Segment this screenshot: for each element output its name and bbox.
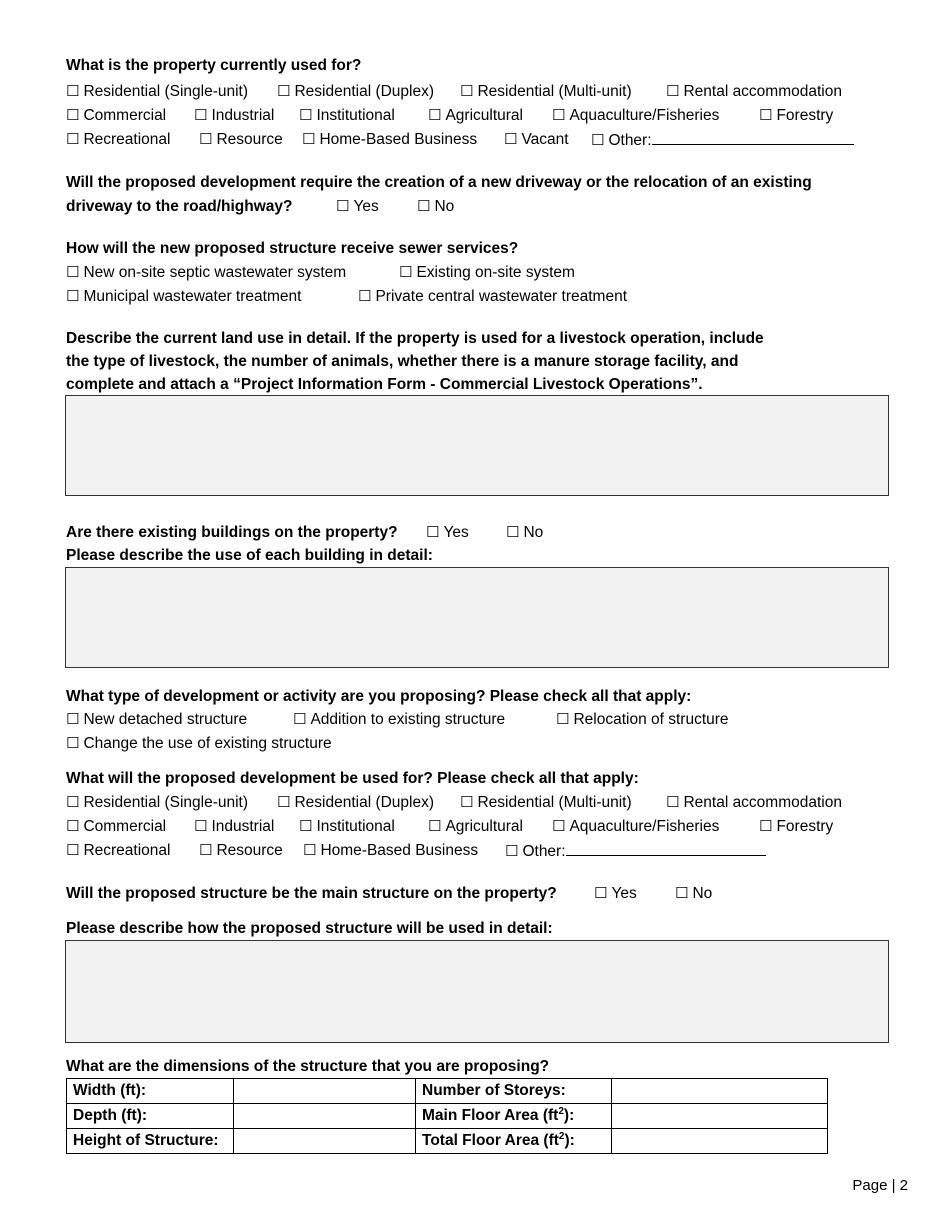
option-label: Private central wastewater treatment (375, 288, 628, 305)
option-label: Rental accommodation (683, 794, 842, 811)
option-label: Commercial (83, 818, 167, 835)
option-label: Aquaculture/Fisheries (569, 818, 720, 835)
checkbox-new-detached[interactable] (66, 707, 247, 732)
checkbox-icon: ☐ (66, 841, 80, 859)
checkbox-residential-duplex[interactable] (277, 790, 434, 815)
checkbox-icon: ☐ (194, 106, 208, 124)
main-structure-text: Will the proposed structure be the main structure on the property? (66, 885, 557, 902)
driveway-no-checkbox[interactable] (417, 195, 454, 218)
checkbox-icon: ☐ (504, 130, 518, 148)
option-label: Industrial (211, 107, 275, 124)
checkbox-icon: ☐ (594, 884, 608, 902)
proposed-use-question: What will the proposed development be used for? Please check all that apply: (66, 770, 639, 787)
checkbox-residential-single[interactable] (66, 79, 248, 104)
existing-buildings-no-checkbox[interactable] (506, 521, 543, 544)
checkbox-icon: ☐ (66, 82, 80, 100)
table-row (67, 1079, 828, 1104)
option-label: Yes (611, 885, 637, 902)
checkbox-icon: ☐ (506, 523, 520, 541)
development-type-question: What type of development or activity are you proposing? Please check all that apply: (66, 688, 692, 705)
storeys-input[interactable] (612, 1079, 828, 1104)
checkbox-icon: ☐ (66, 263, 80, 281)
checkbox-commercial[interactable] (66, 103, 166, 128)
driveway-question-text: driveway to the road/highway? (66, 198, 293, 215)
checkbox-icon: ☐ (428, 106, 442, 124)
checkbox-icon: ☐ (552, 106, 566, 124)
checkbox-icon: ☐ (66, 793, 80, 811)
buildings-describe-label: Please describe the use of each building in detail: (66, 547, 433, 564)
checkbox-icon: ☐ (759, 817, 773, 835)
checkbox-existing-onsite[interactable] (399, 260, 575, 285)
main-floor-input[interactable] (612, 1104, 828, 1129)
checkbox-institutional[interactable] (299, 814, 395, 839)
checkbox-icon: ☐ (277, 82, 291, 100)
checkbox-home-based-business[interactable] (302, 127, 477, 152)
existing-buildings-yes-checkbox[interactable] (426, 521, 469, 544)
checkbox-forestry[interactable] (759, 103, 833, 128)
option-label: Home-Based Business (319, 131, 478, 148)
checkbox-icon: ☐ (299, 817, 313, 835)
option-label: Commercial (83, 107, 167, 124)
checkbox-recreational[interactable] (66, 838, 170, 863)
option-label: Aquaculture/Fisheries (569, 107, 720, 124)
option-label: Home-Based Business (320, 842, 479, 859)
checkbox-icon: ☐ (66, 710, 80, 728)
checkbox-icon: ☐ (302, 130, 316, 148)
table-row (67, 1129, 828, 1154)
checkbox-icon: ☐ (417, 197, 431, 215)
total-floor-input[interactable] (612, 1129, 828, 1154)
total-floor-label (416, 1129, 612, 1154)
main-structure-yes-checkbox[interactable] (594, 882, 637, 905)
option-label: Residential (Multi-unit) (477, 83, 632, 100)
option-label: Municipal wastewater treatment (83, 288, 302, 305)
depth-label: Depth (ft): (67, 1104, 234, 1129)
superscript-2: 2 (558, 1105, 564, 1117)
checkbox-agricultural[interactable] (428, 814, 523, 839)
checkbox-other[interactable] (505, 838, 766, 864)
checkbox-icon: ☐ (66, 734, 80, 752)
other-input-line[interactable] (566, 838, 766, 856)
option-label: Forestry (776, 107, 834, 124)
checkbox-residential-multi[interactable] (460, 79, 632, 104)
option-label: Recreational (83, 131, 171, 148)
total-floor-text: Total Floor Area (ft (422, 1132, 559, 1149)
structure-use-label: Please describe how the proposed structure will be used in detail: (66, 920, 553, 937)
checkbox-icon: ☐ (759, 106, 773, 124)
land-use-question-line-3: complete and attach a “Project Information Form - Commercial Livestock Operations”. (66, 376, 703, 393)
checkbox-icon: ☐ (460, 82, 474, 100)
checkbox-aquaculture[interactable] (552, 814, 719, 839)
option-label: Residential (Duplex) (294, 83, 435, 100)
option-label: No (434, 198, 455, 215)
driveway-yes-checkbox[interactable] (336, 195, 379, 218)
checkbox-home-based-business[interactable] (303, 838, 478, 863)
checkbox-icon: ☐ (299, 106, 313, 124)
structure-use-textarea[interactable] (65, 940, 889, 1043)
driveway-question: Will the proposed development require the creation of a new driveway or the relocation of an existing (66, 174, 812, 191)
checkbox-relocation[interactable] (556, 707, 729, 732)
land-use-question-line-1: Describe the current land use in detail. If the property is used for a livestock operation, include (66, 330, 764, 347)
checkbox-resource[interactable] (199, 127, 283, 152)
option-label: Resource (216, 131, 283, 148)
driveway-question-line-2 (66, 195, 666, 219)
option-label: New detached structure (83, 711, 248, 728)
checkbox-icon: ☐ (591, 131, 605, 149)
checkbox-rental[interactable] (666, 790, 842, 815)
existing-buildings-question (66, 521, 666, 545)
checkbox-icon: ☐ (277, 793, 291, 811)
checkbox-icon: ☐ (194, 817, 208, 835)
checkbox-icon: ☐ (552, 817, 566, 835)
height-label: Height of Structure: (67, 1129, 234, 1154)
main-structure-question (66, 882, 766, 906)
option-label: Vacant (521, 131, 569, 148)
option-label: Relocation of structure (573, 711, 729, 728)
depth-input[interactable] (234, 1104, 416, 1129)
option-label: Yes (353, 198, 379, 215)
checkbox-new-septic[interactable] (66, 260, 346, 285)
checkbox-icon: ☐ (199, 130, 213, 148)
option-label: Residential (Duplex) (294, 794, 435, 811)
option-label: Change the use of existing structure (83, 735, 332, 752)
checkbox-icon: ☐ (505, 842, 519, 860)
label-close: ): (563, 1107, 575, 1124)
dimensions-table (66, 1078, 828, 1154)
checkbox-icon: ☐ (666, 82, 680, 100)
checkbox-residential-single[interactable] (66, 790, 248, 815)
height-input[interactable] (234, 1129, 416, 1154)
width-label: Width (ft): (67, 1079, 234, 1104)
main-floor-label (416, 1104, 612, 1129)
checkbox-icon: ☐ (303, 841, 317, 859)
option-label: Other: (608, 132, 652, 149)
checkbox-icon: ☐ (460, 793, 474, 811)
option-label: Residential (Multi-unit) (477, 794, 632, 811)
checkbox-icon: ☐ (199, 841, 213, 859)
checkbox-icon: ☐ (666, 793, 680, 811)
checkbox-institutional[interactable] (299, 103, 395, 128)
checkbox-industrial[interactable] (194, 814, 274, 839)
checkbox-icon: ☐ (675, 884, 689, 902)
land-use-question-line-2: the type of livestock, the number of animals, whether there is a manure storage facility, and (66, 353, 739, 370)
checkbox-icon: ☐ (399, 263, 413, 281)
checkbox-industrial[interactable] (194, 103, 274, 128)
checkbox-forestry[interactable] (759, 814, 833, 839)
checkbox-rental[interactable] (666, 79, 842, 104)
checkbox-icon: ☐ (66, 817, 80, 835)
existing-buildings-text: Are there existing buildings on the property? (66, 524, 398, 541)
checkbox-resource[interactable] (199, 838, 283, 863)
checkbox-icon: ☐ (66, 287, 80, 305)
other-input-line[interactable] (652, 127, 854, 145)
option-label: Industrial (211, 818, 275, 835)
option-label: New on-site septic wastewater system (83, 264, 347, 281)
checkbox-icon: ☐ (426, 523, 440, 541)
checkbox-vacant[interactable] (504, 127, 569, 152)
property-use-question: What is the property currently used for? (66, 57, 362, 74)
option-label: Institutional (316, 107, 395, 124)
option-label: Residential (Single-unit) (83, 83, 249, 100)
option-label: Addition to existing structure (310, 711, 506, 728)
option-label: Institutional (316, 818, 395, 835)
option-label: No (523, 524, 544, 541)
width-input[interactable] (234, 1079, 416, 1104)
superscript-2: 2 (558, 1130, 565, 1142)
dimensions-question: What are the dimensions of the structure that you are proposing? (66, 1058, 550, 1075)
checkbox-icon: ☐ (336, 197, 350, 215)
checkbox-agricultural[interactable] (428, 103, 523, 128)
checkbox-icon: ☐ (358, 287, 372, 305)
checkbox-icon: ☐ (556, 710, 570, 728)
checkbox-commercial[interactable] (66, 814, 166, 839)
buildings-textarea[interactable] (65, 567, 889, 668)
option-label: Resource (216, 842, 283, 859)
table-row (67, 1104, 828, 1129)
checkbox-other[interactable] (591, 127, 854, 153)
checkbox-aquaculture[interactable] (552, 103, 719, 128)
main-floor-text: Main Floor Area (ft (422, 1107, 559, 1124)
label-close: ): (564, 1132, 575, 1149)
checkbox-icon: ☐ (66, 106, 80, 124)
checkbox-icon: ☐ (428, 817, 442, 835)
option-label: Agricultural (445, 818, 523, 835)
checkbox-recreational[interactable] (66, 127, 170, 152)
page-number: Page | 2 (852, 1177, 908, 1194)
option-label: Yes (443, 524, 469, 541)
option-label: Other: (522, 843, 566, 860)
checkbox-icon: ☐ (66, 130, 80, 148)
storeys-label: Number of Storeys: (416, 1079, 612, 1104)
checkbox-private-central[interactable] (358, 284, 627, 309)
checkbox-icon: ☐ (293, 710, 307, 728)
option-label: Existing on-site system (416, 264, 575, 281)
option-label: Rental accommodation (683, 83, 842, 100)
checkbox-residential-multi[interactable] (460, 790, 632, 815)
checkbox-change-use[interactable] (66, 731, 332, 756)
main-structure-no-checkbox[interactable] (675, 882, 712, 905)
land-use-textarea[interactable] (65, 395, 889, 496)
checkbox-addition[interactable] (293, 707, 505, 732)
sewer-question: How will the new proposed structure receive sewer services? (66, 240, 519, 257)
option-label: No (692, 885, 713, 902)
option-label: Recreational (83, 842, 171, 859)
checkbox-municipal[interactable] (66, 284, 301, 309)
option-label: Residential (Single-unit) (83, 794, 249, 811)
option-label: Forestry (776, 818, 834, 835)
checkbox-residential-duplex[interactable] (277, 79, 434, 104)
option-label: Agricultural (445, 107, 523, 124)
